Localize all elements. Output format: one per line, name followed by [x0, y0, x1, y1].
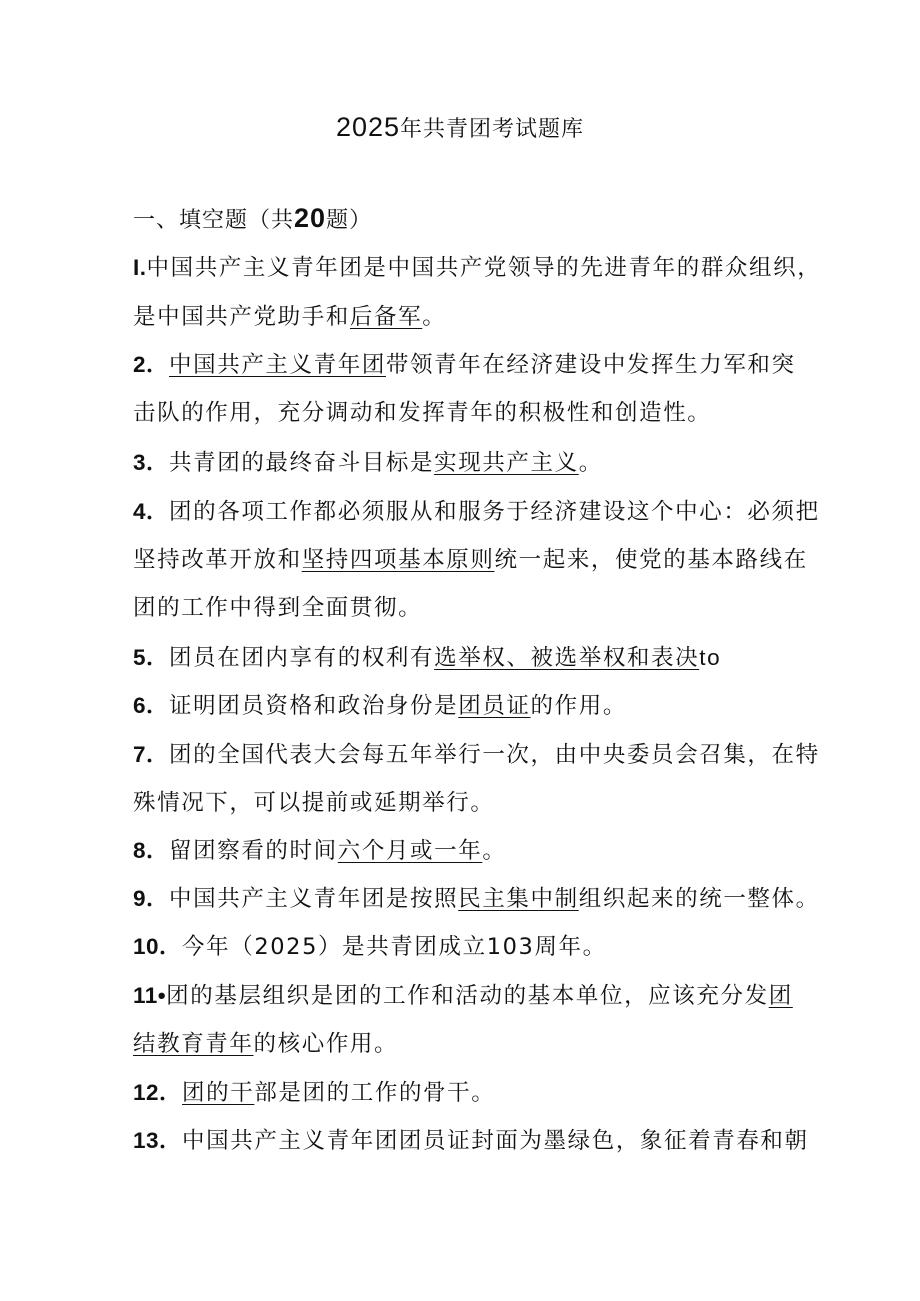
- text-line: [133, 643, 721, 673]
- title-text: 年共青团考试题库: [400, 117, 585, 142]
- text-line: [133, 884, 820, 914]
- answer-blank: 团: [768, 983, 793, 1009]
- section-heading: [133, 203, 372, 234]
- question-number: 9．: [133, 886, 170, 911]
- section-suffix: 题）: [326, 208, 373, 233]
- line-text: 的核心作用。: [253, 1031, 399, 1057]
- line-text: 的作用。: [530, 693, 627, 719]
- answer-blank: 民主集中制: [458, 886, 579, 912]
- line-text: 今年（2025）是共青团成立103周年。: [182, 934, 607, 960]
- text-line: [133, 545, 808, 575]
- line-text: 团的全国代表大会每五年举行一次，由中央委员会召集，在特: [169, 742, 820, 768]
- line-text: 团的各项工作都必须服从和服务于经济建设这个中心：必须把: [169, 499, 820, 525]
- line-text: 击队的作用，充分调动和发挥青年的积极性和创造性。: [133, 400, 712, 426]
- line-text: 统一起来，使党的基本路线在: [494, 547, 808, 573]
- question-number: 11•: [133, 983, 167, 1008]
- line-text: 组织起来的统一整体。: [578, 886, 820, 912]
- question-number: 8．: [133, 838, 170, 863]
- text-line: [133, 788, 495, 818]
- text-line: [133, 740, 820, 770]
- question-number: 5．: [133, 645, 170, 670]
- text-line: [133, 497, 820, 527]
- question-number: 3．: [133, 450, 170, 475]
- title-year: 2025: [335, 112, 401, 142]
- question-number: 2．: [133, 352, 170, 377]
- answer-blank: 中国共产主义青年团: [169, 352, 386, 378]
- line-text: 。: [482, 838, 507, 864]
- text-line: [133, 253, 821, 283]
- line-text: 中国共产主义青年团团员证封面为墨绿色，象征着青春和朝: [182, 1128, 809, 1154]
- text-line: [133, 593, 422, 623]
- answer-blank: 坚持四项基本原则: [301, 547, 495, 573]
- text-line: [133, 932, 607, 962]
- text-line: [133, 448, 603, 478]
- answer-blank: 六个月或一年: [337, 838, 483, 864]
- text-line: [133, 1126, 809, 1156]
- line-text: 中国共产主义青年团是中国共产党领导的先进青年的群众组织，: [146, 255, 822, 281]
- line-text: 中国共产主义青年团是按照: [169, 886, 459, 912]
- question-number: 13．: [133, 1128, 183, 1153]
- question-number: 12．: [133, 1080, 183, 1105]
- question-number: 10．: [133, 934, 183, 959]
- line-text: 留团察看的时间: [169, 838, 338, 864]
- line-text: 。: [422, 304, 447, 330]
- answer-blank: 后备军: [349, 304, 423, 330]
- line-text: 部是团的工作的骨干。: [254, 1080, 496, 1106]
- text-line: [133, 981, 793, 1011]
- answer-blank: 实现共产主义: [434, 450, 579, 476]
- line-text: 坚持改革开放和: [133, 547, 302, 573]
- question-number: I.: [133, 255, 147, 280]
- section-prefix: 一、填空题（共: [133, 208, 295, 233]
- answer-blank: 团员证: [458, 693, 531, 719]
- line-text: 团的基层组织是团的工作和活动的基本单位，应该充分发: [166, 983, 769, 1009]
- line-text: 殊情况下，可以提前或延期举行。: [133, 790, 495, 816]
- question-number: 7．: [133, 742, 170, 767]
- text-line: [133, 302, 446, 332]
- text-line: [133, 1078, 495, 1108]
- answer-blank: 结教育青年: [133, 1031, 254, 1057]
- text-line: [133, 1029, 398, 1059]
- text-line: [133, 836, 506, 866]
- answer-blank: 选举权、被选举权和表决: [434, 645, 700, 671]
- question-number: 4．: [133, 499, 170, 524]
- line-text: 共青团的最终奋斗目标是: [169, 450, 435, 476]
- question-number: 6．: [133, 693, 170, 718]
- answer-blank: 团的干: [182, 1080, 255, 1106]
- text-line: [133, 350, 796, 380]
- line-text: 是中国共产党助手和: [133, 304, 350, 330]
- line-text: 证明团员资格和政治身份是: [169, 693, 459, 719]
- line-text: 团的工作中得到全面贯彻。: [133, 595, 423, 621]
- section-count: 20: [294, 203, 327, 233]
- line-text: to: [699, 645, 722, 670]
- line-text: 带领青年在经济建设中发挥生力军和突: [385, 352, 796, 378]
- text-line: [133, 691, 627, 721]
- line-text: 团员在团内享有的权利有: [169, 645, 435, 671]
- text-line: [133, 398, 711, 428]
- line-text: 。: [578, 450, 603, 476]
- document-title: [0, 112, 920, 143]
